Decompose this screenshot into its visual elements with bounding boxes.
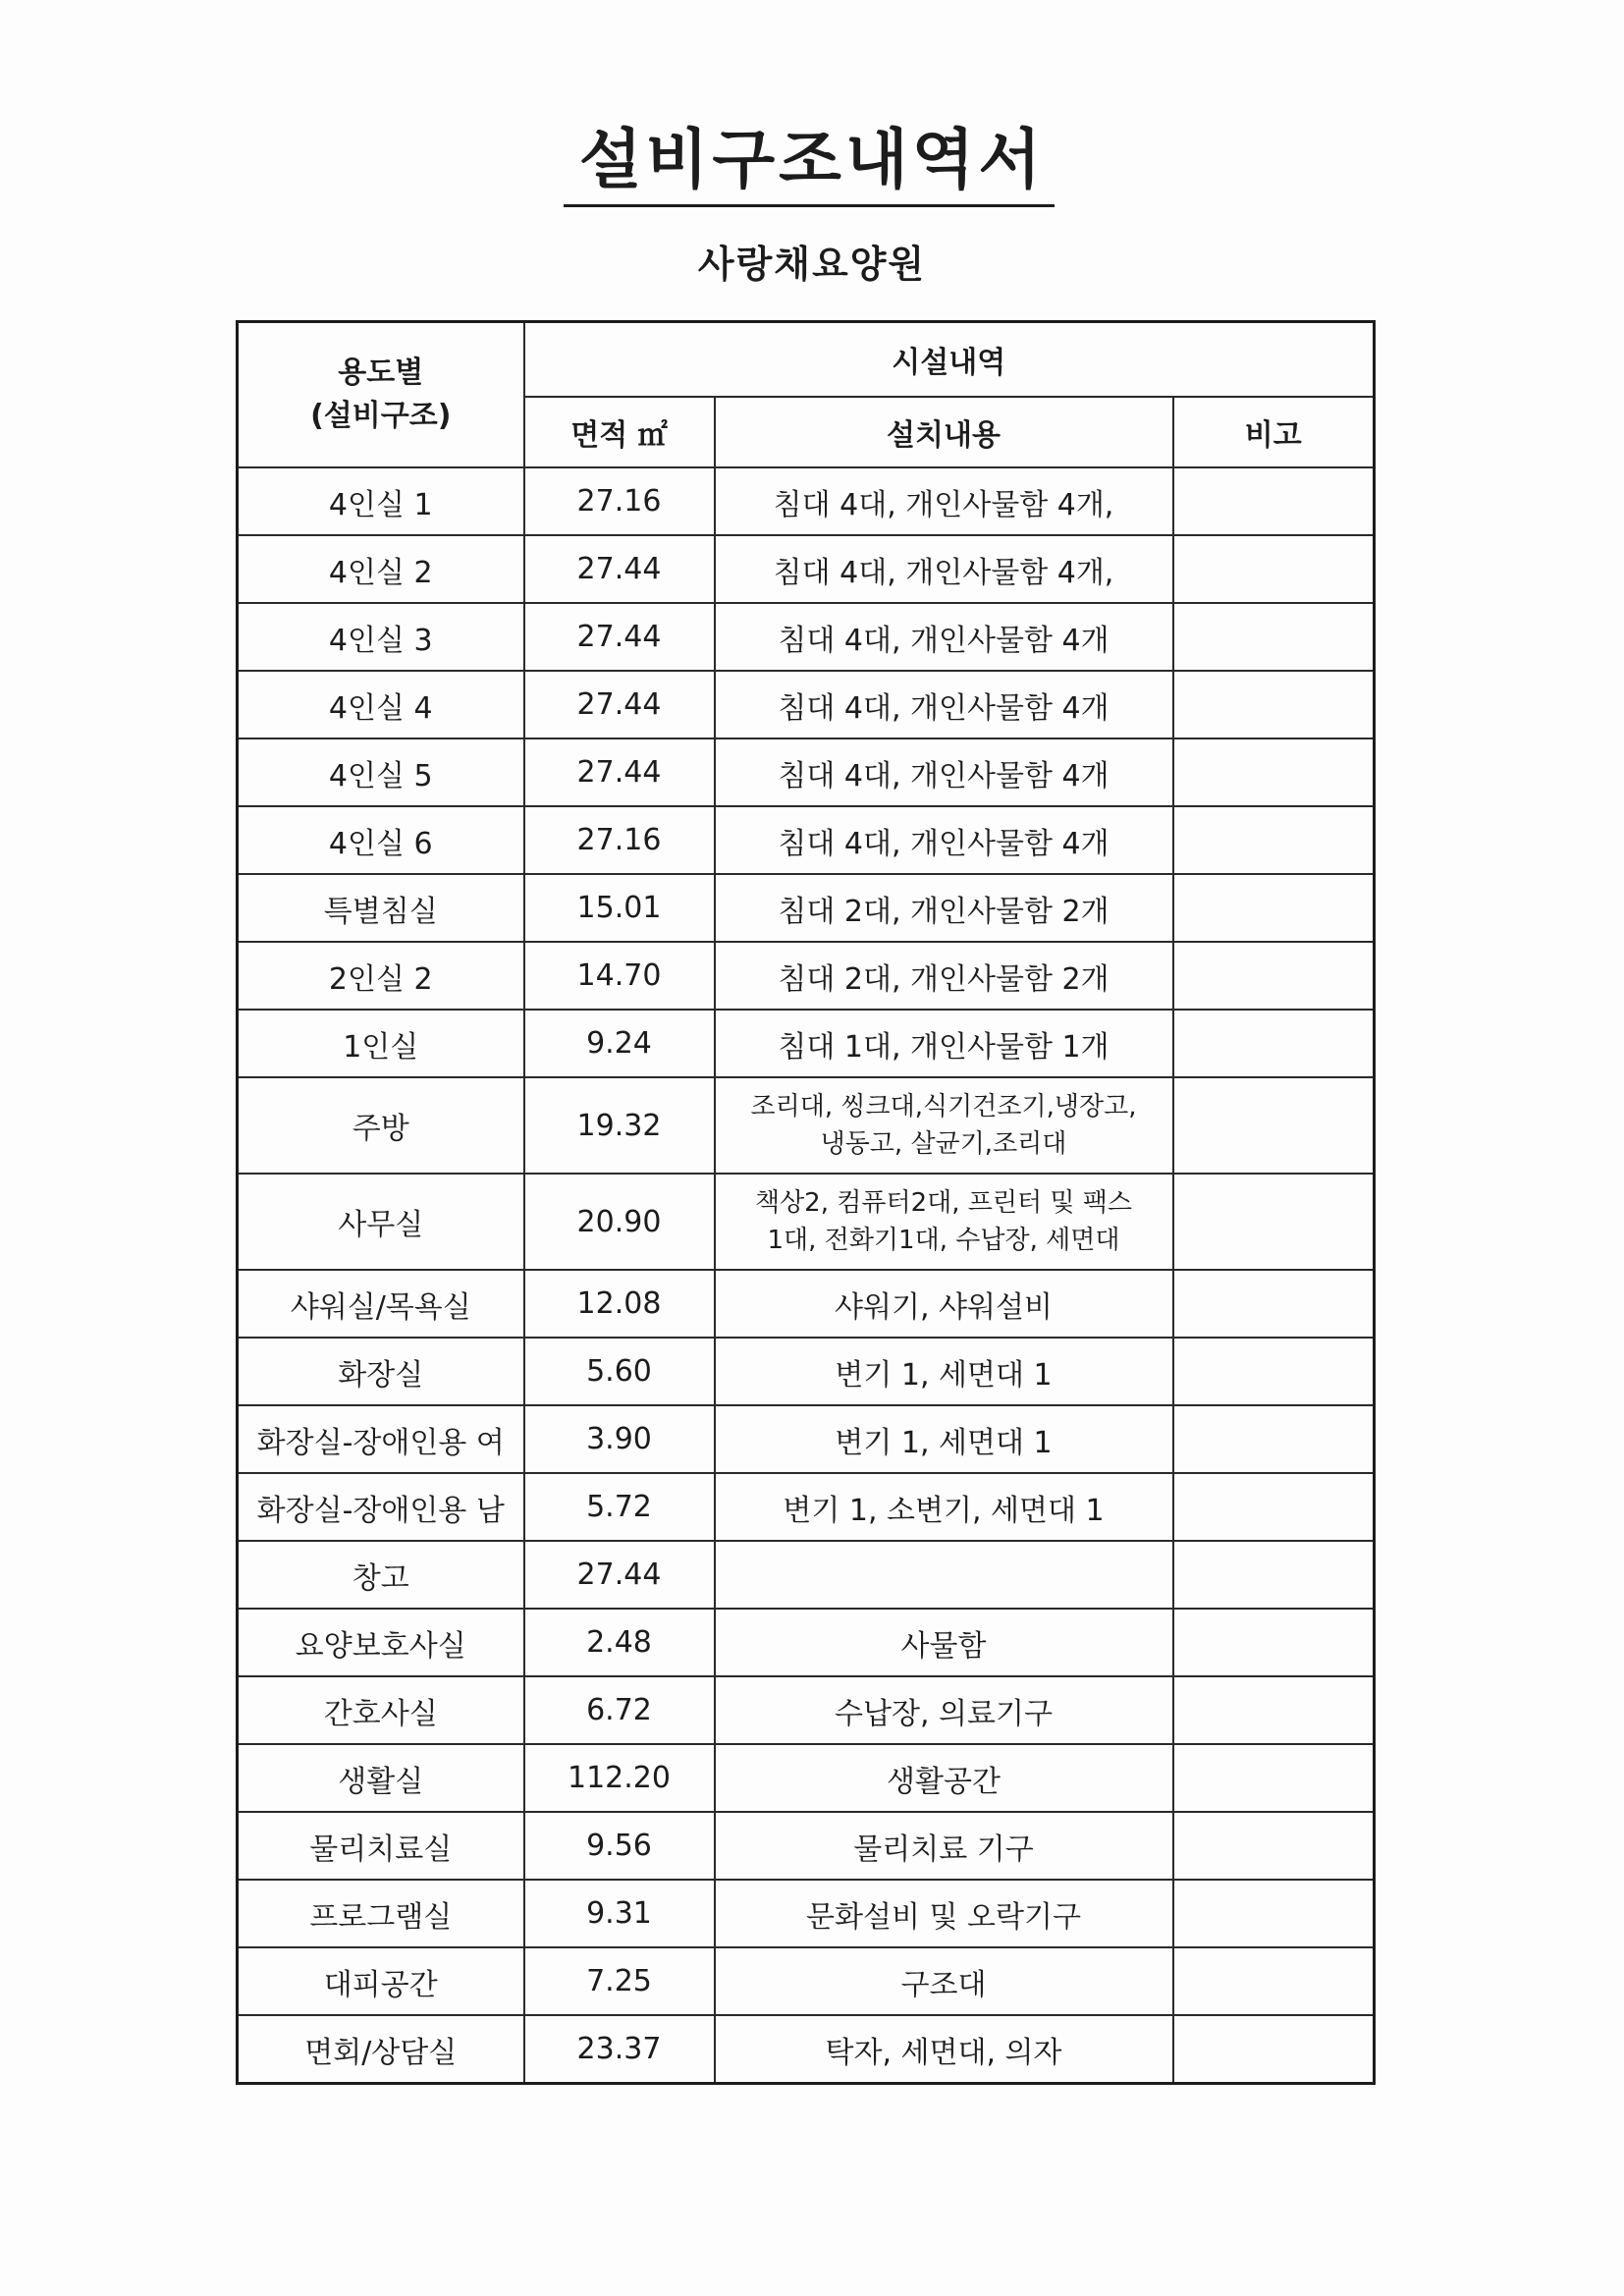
room-area-cell: 20.90 xyxy=(524,1174,715,1270)
table-row xyxy=(238,1338,1375,1405)
room-content-cell: 침대 4대, 개인사물함 4개 xyxy=(715,806,1173,874)
room-name-cell: 4인실 4 xyxy=(238,671,524,738)
room-area-cell: 27.44 xyxy=(524,535,715,603)
room-remark-cell xyxy=(1173,1812,1375,1880)
room-name-cell: 주방 xyxy=(238,1077,524,1174)
header-category xyxy=(238,322,524,468)
room-content-cell: 침대 4대, 개인사물함 4개 xyxy=(715,603,1173,671)
room-content-cell: 샤워기, 샤워설비 xyxy=(715,1270,1173,1338)
room-name-cell: 4인실 3 xyxy=(238,603,524,671)
header-content: 설치내용 xyxy=(715,397,1173,467)
room-area-cell: 27.16 xyxy=(524,806,715,874)
room-remark-cell xyxy=(1173,671,1375,738)
table-row xyxy=(238,942,1375,1010)
room-remark-cell xyxy=(1173,874,1375,942)
room-area-cell: 5.72 xyxy=(524,1473,715,1541)
room-area-cell: 2.48 xyxy=(524,1609,715,1676)
room-content-cell: 탁자, 세면대, 의자 xyxy=(715,2015,1173,2084)
room-remark-cell xyxy=(1173,806,1375,874)
room-content-cell: 사물함 xyxy=(715,1609,1173,1676)
table-row xyxy=(238,806,1375,874)
room-remark-cell xyxy=(1173,1405,1375,1473)
table-row xyxy=(238,1609,1375,1676)
title-underline xyxy=(564,204,1055,207)
room-area-cell: 27.44 xyxy=(524,603,715,671)
room-name-cell: 4인실 1 xyxy=(238,467,524,535)
room-content-cell: 변기 1, 세면대 1 xyxy=(715,1405,1173,1473)
room-remark-cell xyxy=(1173,1077,1375,1174)
table-row xyxy=(238,1010,1375,1077)
table-row xyxy=(238,467,1375,535)
room-content-cell: 침대 4대, 개인사물함 4개, xyxy=(715,535,1173,603)
room-name-cell: 창고 xyxy=(238,1541,524,1609)
room-area-cell: 19.32 xyxy=(524,1077,715,1174)
room-name-cell: 특별침실 xyxy=(238,874,524,942)
room-remark-cell xyxy=(1173,1010,1375,1077)
room-content-cell: 생활공간 xyxy=(715,1744,1173,1812)
facility-table-body xyxy=(238,467,1375,2084)
room-remark-cell xyxy=(1173,1270,1375,1338)
table-row xyxy=(238,535,1375,603)
room-name-cell: 프로그램실 xyxy=(238,1880,524,1947)
room-area-cell: 3.90 xyxy=(524,1405,715,1473)
facility-table-header xyxy=(238,322,1375,468)
header-category-line1: 용도별 xyxy=(338,355,424,390)
room-area-cell: 14.70 xyxy=(524,942,715,1010)
room-name-cell: 생활실 xyxy=(238,1744,524,1812)
room-name-cell: 물리치료실 xyxy=(238,1812,524,1880)
room-remark-cell xyxy=(1173,1609,1375,1676)
room-area-cell: 15.01 xyxy=(524,874,715,942)
room-remark-cell xyxy=(1173,1880,1375,1947)
room-remark-cell xyxy=(1173,603,1375,671)
room-name-cell: 4인실 2 xyxy=(238,535,524,603)
room-name-cell: 샤워실/목욕실 xyxy=(238,1270,524,1338)
room-name-cell: 요양보호사실 xyxy=(238,1609,524,1676)
table-row xyxy=(238,1405,1375,1473)
room-area-cell: 9.24 xyxy=(524,1010,715,1077)
header-facility-group: 시설내역 xyxy=(524,322,1375,398)
document-subtitle: 사랑채요양원 xyxy=(697,243,927,286)
table-row xyxy=(238,1947,1375,2015)
table-row xyxy=(238,1880,1375,1947)
room-content-cell: 침대 4대, 개인사물함 4개 xyxy=(715,738,1173,806)
room-name-cell: 대피공간 xyxy=(238,1947,524,2015)
room-area-cell: 9.56 xyxy=(524,1812,715,1880)
room-content-cell: 침대 4대, 개인사물함 4개 xyxy=(715,671,1173,738)
room-name-cell: 2인실 2 xyxy=(238,942,524,1010)
room-remark-cell xyxy=(1173,1676,1375,1744)
room-content-cell: 구조대 xyxy=(715,1947,1173,2015)
room-area-cell: 6.72 xyxy=(524,1676,715,1744)
room-remark-cell xyxy=(1173,535,1375,603)
room-name-cell: 화장실-장애인용 남 xyxy=(238,1473,524,1541)
header-row-top xyxy=(238,322,1375,398)
table-row xyxy=(238,738,1375,806)
room-area-cell: 7.25 xyxy=(524,1947,715,2015)
room-area-cell: 27.44 xyxy=(524,671,715,738)
table-row xyxy=(238,1744,1375,1812)
table-row xyxy=(238,1174,1375,1270)
room-remark-cell xyxy=(1173,2015,1375,2084)
room-content-cell: 변기 1, 세면대 1 xyxy=(715,1338,1173,1405)
room-content-cell: 변기 1, 소변기, 세면대 1 xyxy=(715,1473,1173,1541)
room-remark-cell xyxy=(1173,1338,1375,1405)
room-content-cell: 침대 2대, 개인사물함 2개 xyxy=(715,942,1173,1010)
room-content-cell: 침대 2대, 개인사물함 2개 xyxy=(715,874,1173,942)
table-row xyxy=(238,874,1375,942)
room-area-cell: 12.08 xyxy=(524,1270,715,1338)
room-remark-cell xyxy=(1173,1947,1375,2015)
table-row xyxy=(238,1676,1375,1744)
room-name-cell: 4인실 5 xyxy=(238,738,524,806)
facility-table xyxy=(236,320,1376,2085)
room-name-cell: 1인실 xyxy=(238,1010,524,1077)
room-remark-cell xyxy=(1173,942,1375,1010)
room-remark-cell xyxy=(1173,1473,1375,1541)
room-area-cell: 27.16 xyxy=(524,467,715,535)
room-remark-cell xyxy=(1173,1541,1375,1609)
room-name-cell: 화장실 xyxy=(238,1338,524,1405)
room-name-cell: 간호사실 xyxy=(238,1676,524,1744)
table-row xyxy=(238,2015,1375,2084)
room-name-cell: 4인실 6 xyxy=(238,806,524,874)
room-content-cell: 침대 1대, 개인사물함 1개 xyxy=(715,1010,1173,1077)
room-content-cell: 수납장, 의료기구 xyxy=(715,1676,1173,1744)
room-remark-cell xyxy=(1173,1174,1375,1270)
room-area-cell: 5.60 xyxy=(524,1338,715,1405)
table-row xyxy=(238,1473,1375,1541)
table-row xyxy=(238,1077,1375,1174)
room-remark-cell xyxy=(1173,738,1375,806)
header-remark: 비고 xyxy=(1173,397,1375,467)
room-area-cell: 27.44 xyxy=(524,738,715,806)
table-row xyxy=(238,1812,1375,1880)
room-content-cell xyxy=(715,1541,1173,1609)
room-area-cell: 9.31 xyxy=(524,1880,715,1947)
room-content-cell: 침대 4대, 개인사물함 4개, xyxy=(715,467,1173,535)
table-row xyxy=(238,603,1375,671)
room-content-cell: 문화설비 및 오락기구 xyxy=(715,1880,1173,1947)
document-title: 설비구조내역서 xyxy=(578,122,1046,197)
room-name-cell: 사무실 xyxy=(238,1174,524,1270)
room-area-cell: 23.37 xyxy=(524,2015,715,2084)
room-name-cell: 면회/상담실 xyxy=(238,2015,524,2084)
room-area-cell: 27.44 xyxy=(524,1541,715,1609)
table-row xyxy=(238,1541,1375,1609)
room-content-cell: 물리치료 기구 xyxy=(715,1812,1173,1880)
room-area-cell: 112.20 xyxy=(524,1744,715,1812)
room-content-cell: 조리대, 씽크대,식기건조기,냉장고, 냉동고, 살균기,조리대 xyxy=(715,1077,1173,1174)
room-content-cell: 책상2, 컴퓨터2대, 프린터 및 팩스 1대, 전화기1대, 수납장, 세면대 xyxy=(715,1174,1173,1270)
room-name-cell: 화장실-장애인용 여 xyxy=(238,1405,524,1473)
table-row xyxy=(238,671,1375,738)
header-category-line2: (설비구조) xyxy=(310,399,452,433)
header-area: 면적 ㎡ xyxy=(524,397,715,467)
room-remark-cell xyxy=(1173,1744,1375,1812)
room-remark-cell xyxy=(1173,467,1375,535)
table-row xyxy=(238,1270,1375,1338)
